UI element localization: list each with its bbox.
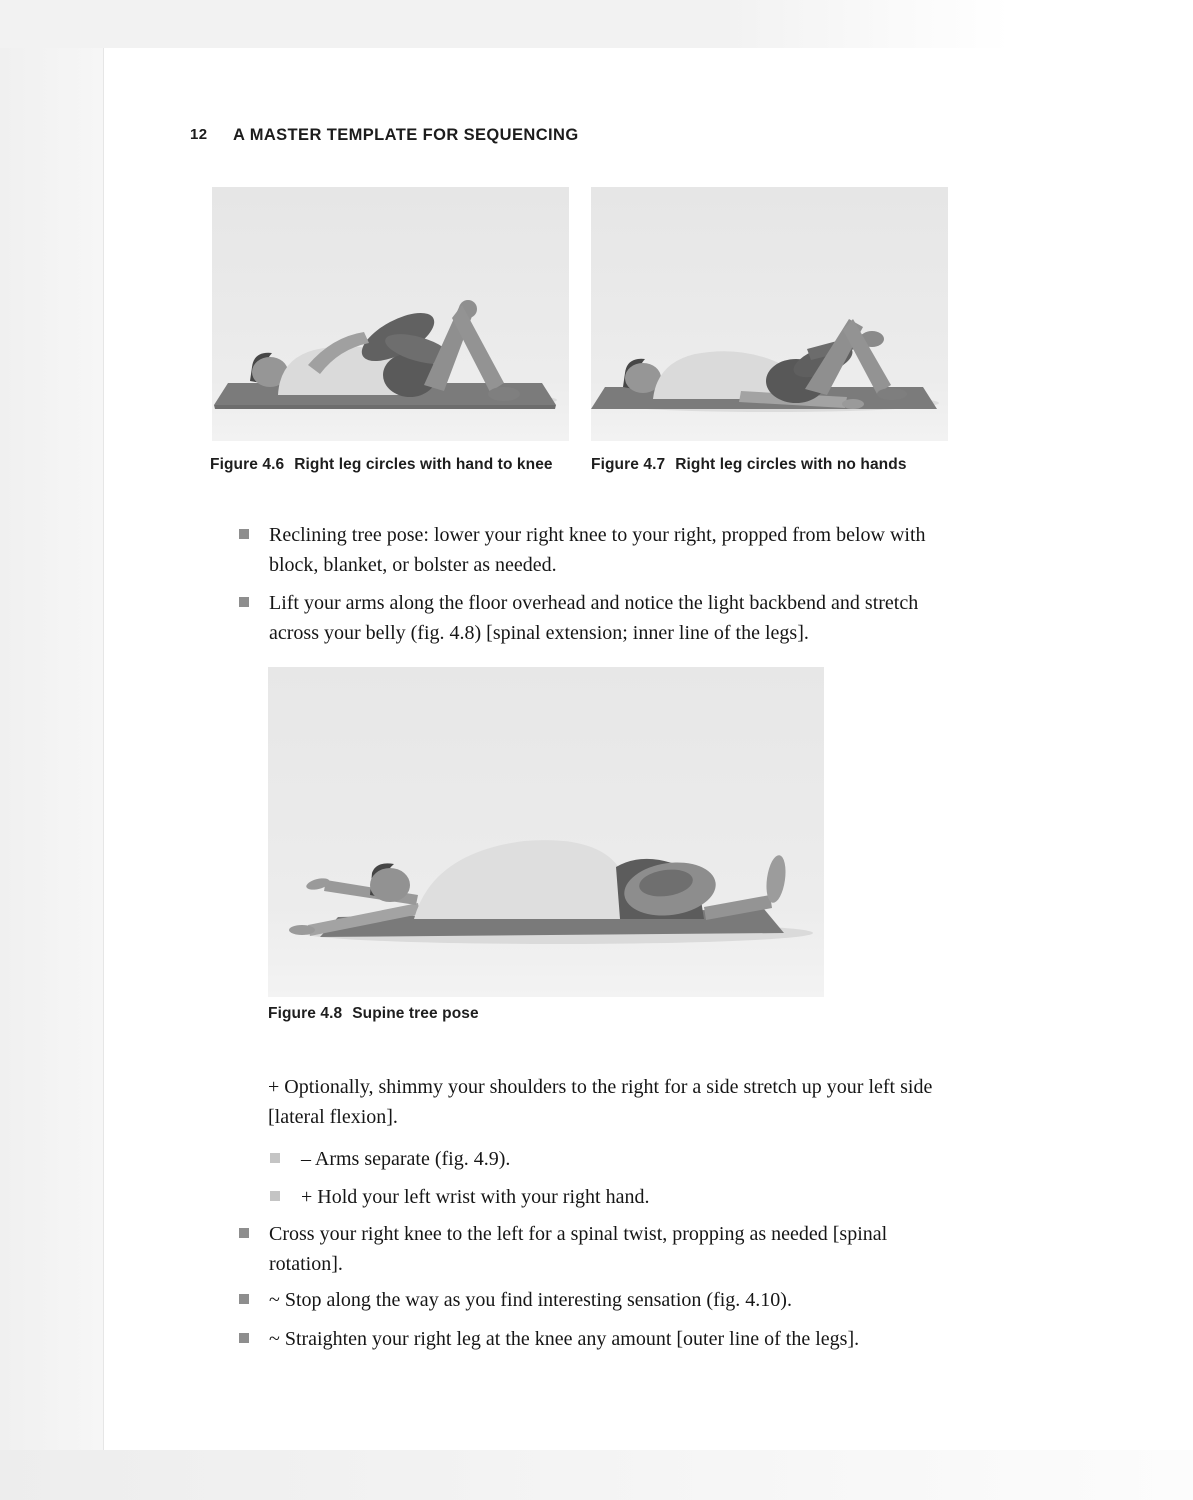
left-margin-shading (0, 0, 103, 1500)
caption-figure-4-8 (268, 1005, 479, 1023)
bullet-text: Reclining tree pose: lower your right knee to your right, propped from below with block, blanket, or bolster as needed. (269, 524, 926, 576)
sub-bullet-square-icon (270, 1191, 280, 1201)
bullet-square-icon (239, 1228, 249, 1238)
figure-label: Figure 4.8 (268, 1005, 343, 1022)
bullet-text: Lift your arms along the floor overhead and notice the light backbend and stretch across your belly (fig. 4.8) [spinal extension; inner line of the legs]. (269, 592, 919, 644)
right-hand (842, 399, 864, 409)
sub-bullet-hold-wrist (301, 1182, 977, 1212)
bullet-square-icon (239, 597, 249, 607)
paragraph-optionally-shimmy (268, 1072, 960, 1132)
caption-figure-4-7 (591, 456, 907, 474)
photo-figure-4-8 (268, 667, 824, 997)
figure-label: Figure 4.6 (210, 456, 285, 473)
page-number: 12 (190, 126, 208, 143)
yoga-mat-edge (214, 405, 556, 409)
sub-bullet-square-icon (270, 1153, 280, 1163)
yoga-photo-leg-circles-hand-to-knee (212, 187, 569, 441)
left-hand (289, 925, 315, 935)
bullet-square-icon (239, 1333, 249, 1343)
bullet-item-cross-knee (269, 1219, 945, 1279)
figure-caption-text: Right leg circles with no hands (675, 456, 907, 473)
paragraph-text: + Optionally, shimmy your shoulders to the right for a side stretch up your left side [lateral flexion]. (268, 1076, 933, 1128)
bullet-item-stop-along-way (269, 1285, 945, 1315)
top-margin-shading (0, 0, 1010, 48)
bullet-text: ~ Straighten your right leg at the knee any amount [outer line of the legs]. (269, 1328, 860, 1350)
bullet-text: Cross your right knee to the left for a spinal twist, propping as needed [spinal rotation]. (269, 1223, 888, 1275)
photo-backdrop (268, 667, 824, 997)
figure-label: Figure 4.7 (591, 456, 666, 473)
yoga-photo-supine-tree (268, 667, 824, 997)
bullet-text: + Hold your left wrist with your right hand. (301, 1186, 650, 1208)
yoga-photo-leg-circles-no-hands (591, 187, 948, 441)
photo-figure-4-7 (591, 187, 948, 441)
bullet-item-straighten-leg (269, 1324, 945, 1354)
head (370, 868, 410, 902)
bottom-margin-shading (0, 1450, 1193, 1500)
left-foot-on-mat (877, 388, 907, 400)
left-foot (488, 387, 520, 401)
bullet-text: ~ Stop along the way as you find interesting sensation (fig. 4.10). (269, 1289, 792, 1311)
caption-figure-4-6 (210, 456, 553, 474)
running-head-title: A MASTER TEMPLATE FOR SEQUENCING (233, 126, 579, 144)
bullet-square-icon (239, 529, 249, 539)
bullet-item-reclining-tree (269, 520, 945, 580)
photo-figure-4-6 (212, 187, 569, 441)
figure-caption-text: Supine tree pose (352, 1005, 479, 1022)
sub-bullet-arms-separate (301, 1144, 977, 1174)
book-page (103, 48, 1193, 1450)
figure-caption-text: Right leg circles with hand to knee (294, 456, 553, 473)
bullet-square-icon (239, 1294, 249, 1304)
bullet-item-lift-arms (269, 588, 945, 648)
bullet-text: – Arms separate (fig. 4.9). (301, 1148, 511, 1170)
